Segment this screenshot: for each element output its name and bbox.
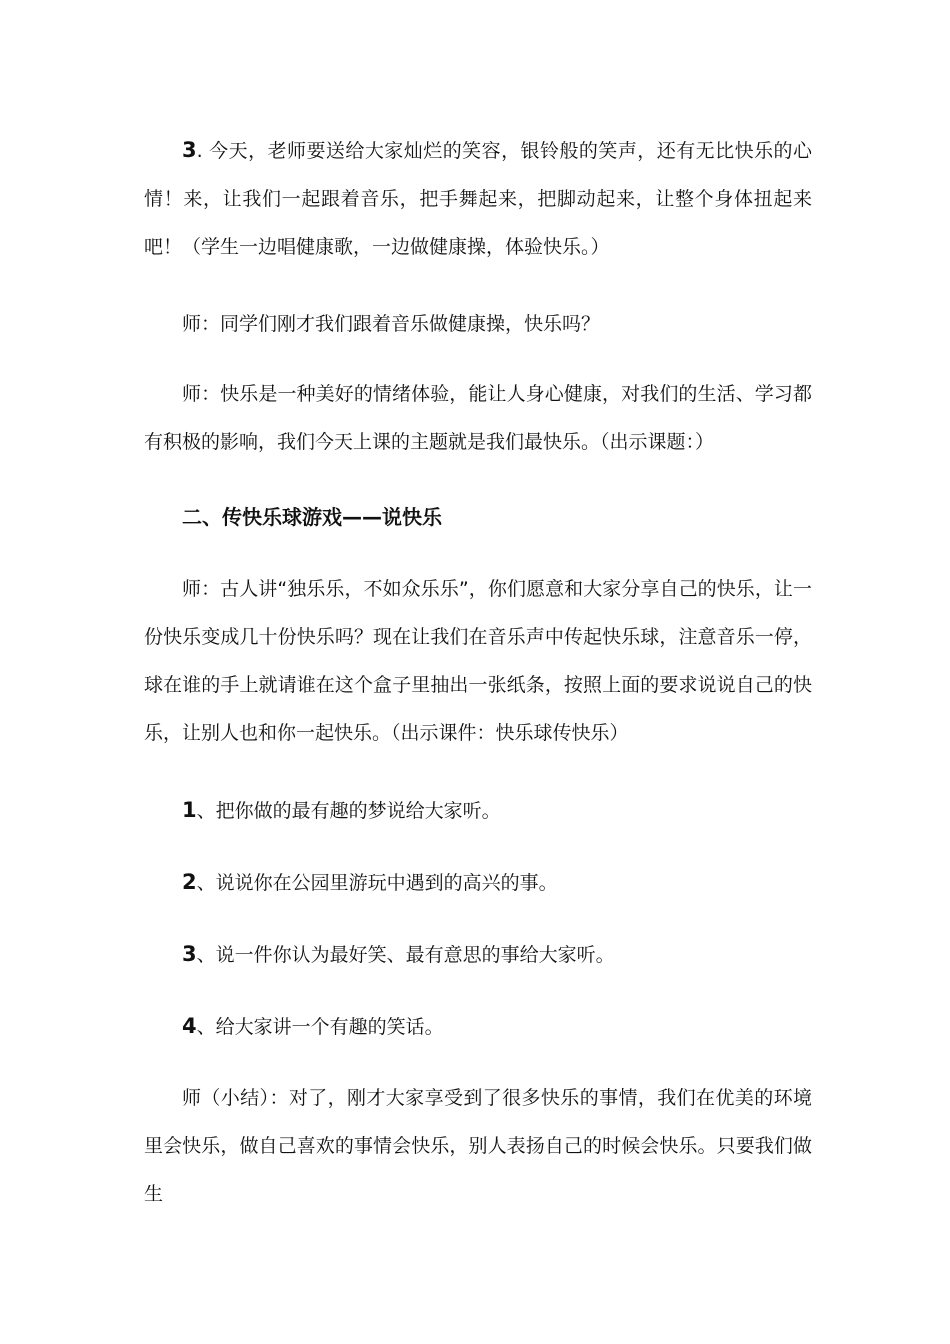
paragraph-game-intro: 师：古人讲“独乐乐，不如众乐乐”，你们愿意和大家分享自己的快乐，让一份快乐变成几十份快乐吗？现在让我们在音乐声中传起快乐球，注意音乐一停，球在谁的手上就请谁在这个盒子里抽出一张纸条，按照上面的要求说说自己的快乐，让别人也和你一起快乐。（出示课件：快乐球传快乐） <box>144 578 812 744</box>
list-item-text: 、把你做的最有趣的梦说给大家听。 <box>196 800 501 822</box>
list-item-text: 、说说你在公园里游玩中遇到的高兴的事。 <box>196 872 558 894</box>
list-item-number: 3 <box>182 942 197 966</box>
list-item-number: 1 <box>182 798 197 822</box>
list-item <box>182 1002 812 1051</box>
list-item <box>182 858 812 907</box>
list-item-number: 2 <box>182 870 197 894</box>
paragraph-summary: 师（小结）：对了，刚才大家享受到了很多快乐的事情，我们在优美的环境里会快乐，做自己喜欢的事情会快乐，别人表扬自己的时候会快乐。只要我们做生 <box>144 1087 812 1205</box>
list-item-text: 、说一件你认为最好笑、最有意思的事给大家听。 <box>196 944 615 966</box>
paragraph-number: 3 <box>182 138 197 162</box>
section-heading: 二、传快乐球游戏——说快乐 <box>182 505 442 529</box>
list-item-text: 、给大家讲一个有趣的笑话。 <box>196 1016 444 1038</box>
paragraph-text: . 今天，老师要送给大家灿烂的笑容，银铃般的笑声，还有无比快乐的心情！来，让我们一起跟着音乐，把手舞起来，把脚动起来，让整个身体扭起来吧！（学生一边唱健康歌，一边做健康操，体验快乐。） <box>144 140 812 258</box>
list-item <box>182 930 812 979</box>
list-item <box>182 786 812 835</box>
paragraph-teacher-question: 师：同学们刚才我们跟着音乐做健康操，快乐吗？ <box>182 313 601 335</box>
paragraph-health-song <box>144 126 812 271</box>
paragraph-teacher-topic: 师：快乐是一种美好的情绪体验，能让人身心健康，对我们的生活、学习都有积极的影响，我们今天上课的主题就是我们最快乐。（出示课题：） <box>144 383 812 453</box>
list-item-number: 4 <box>182 1014 197 1038</box>
